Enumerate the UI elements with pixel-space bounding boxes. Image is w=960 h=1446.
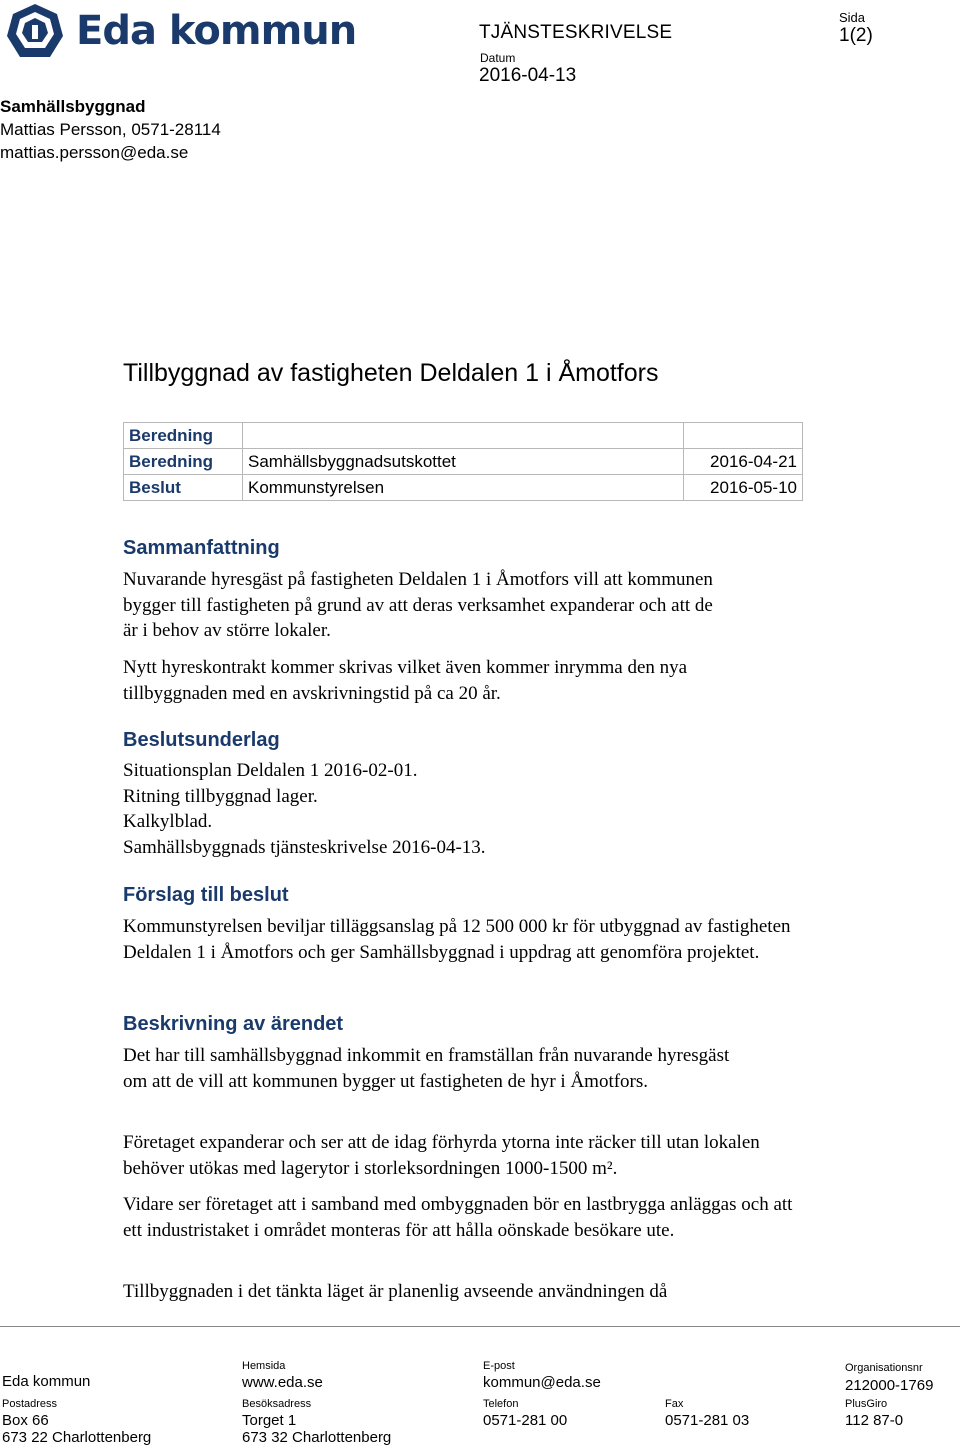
- footer-fax: 0571-281 03: [665, 1412, 750, 1429]
- table-row: [124, 449, 803, 475]
- footer-orgnr: 212000-1769: [845, 1377, 934, 1394]
- process-body: [243, 423, 684, 449]
- footer-phone-label: Telefon: [483, 1398, 519, 1410]
- footer-postal-label: Postadress: [2, 1398, 58, 1410]
- process-date: 2016-05-10: [684, 475, 803, 501]
- summary-paragraph-1: Nuvarande hyresgäst på fastigheten Deldalen 1 i Åmotfors vill att kommunen bygger till fastigheten på grund av att deras verksamhet expanderar och att de är i behov av större lokaler.: [123, 569, 713, 641]
- footer-website: www.eda.se: [242, 1374, 323, 1391]
- process-date: 2016-04-21: [684, 449, 803, 475]
- contact-block: [0, 95, 221, 164]
- summary-heading: Sammanfattning: [123, 537, 280, 559]
- document-type: TJÄNSTESKRIVELSE: [479, 22, 673, 43]
- page-label: Sida: [839, 10, 866, 25]
- list-item: Samhällsbyggnads tjänsteskrivelse 2016-04-13.: [123, 836, 486, 858]
- contact-email: mattias.persson@eda.se: [0, 143, 189, 162]
- footer-fax-label: Fax: [665, 1398, 684, 1410]
- municipality-crest-logo: [4, 2, 66, 64]
- footer-org-name: Eda kommun: [2, 1373, 91, 1390]
- footer-plusgiro-label: PlusGiro: [845, 1398, 888, 1410]
- list-item: Kalkylblad.: [123, 811, 213, 832]
- table-row: [124, 475, 803, 501]
- list-item: Ritning tillbyggnad lager.: [123, 785, 318, 807]
- list-item: Situationsplan Deldalen 1 2016-02-01.: [123, 760, 418, 781]
- footer-email: kommun@eda.se: [483, 1374, 601, 1391]
- proposal-heading: Förslag till beslut: [123, 884, 289, 906]
- footer-website-label: Hemsida: [242, 1360, 286, 1372]
- page-footer: [0, 1326, 960, 1446]
- footer-visit-line2: 673 32 Charlottenberg: [242, 1429, 392, 1446]
- footer-visit-label: Besöksadress: [242, 1398, 312, 1410]
- table-row: [124, 423, 803, 449]
- logo-wordmark: Eda kommun: [76, 8, 357, 54]
- process-step: Beslut: [124, 475, 243, 501]
- description-paragraph-4: Tillbyggnaden i det tänkta läget är planenlig avseende användningen då: [123, 1281, 668, 1302]
- footer-visit-line1: Torget 1: [242, 1412, 297, 1429]
- document-title: Tillbyggnad av fastigheten Deldalen 1 i Åmotfors: [123, 359, 659, 387]
- date-label: Datum: [480, 51, 516, 65]
- footer-postal-line1: Box 66: [2, 1412, 49, 1429]
- footer-plusgiro: 112 87-0: [845, 1412, 904, 1429]
- description-heading: Beskrivning av ärendet: [123, 1013, 344, 1035]
- basis-heading: Beslutsunderlag: [123, 729, 280, 751]
- basis-list: [123, 758, 823, 860]
- footer-orgnr-label: Organisationsnr: [845, 1362, 923, 1374]
- contact-name-phone: Mattias Persson, 0571-28114: [0, 120, 221, 139]
- footer-email-label: E-post: [483, 1360, 515, 1372]
- description-paragraph-3: Vidare ser företaget att i samband med ombyggnaden bör en lastbrygga anläggas och att ett industristaket i området monteras för att hålla oönskade besökare ute.: [123, 1194, 793, 1241]
- department-name: Samhällsbyggnad: [0, 97, 146, 116]
- proposal-paragraph: Kommunstyrelsen beviljar tilläggsanslag på 12 500 000 kr för utbyggnad av fastigheten Deldalen 1 i Åmotfors och ger Samhällsbyggnad i uppdrag att genomföra projektet.: [123, 916, 791, 963]
- description-paragraph-1: Det har till samhällsbyggnad inkommit en framställan från nuvarande hyresgäst om att de vill att kommunen bygger ut fastigheten de hyr i Åmotfors.: [123, 1045, 730, 1092]
- summary-paragraph-2: Nytt hyreskontrakt kommer skrivas vilket även kommer inrymma den nya tillbyggnaden med en avskrivningstid på ca 20 år.: [123, 657, 688, 704]
- process-date: [684, 423, 803, 449]
- description-paragraph-2: Företaget expanderar och ser att de idag förhyrda ytorna inte räcker till utan lokalen behöver utökas med lagerytor i storleksordningen 1000-1500 m².: [123, 1132, 760, 1179]
- date-value: 2016-04-13: [479, 65, 577, 86]
- process-body: Samhällsbyggnadsutskottet: [243, 449, 684, 475]
- process-step: Beredning: [124, 423, 243, 449]
- process-table: [123, 422, 803, 501]
- footer-postal-line2: 673 22 Charlottenberg: [2, 1429, 152, 1446]
- page-number: 1(2): [839, 25, 873, 46]
- process-body: Kommunstyrelsen: [243, 475, 684, 501]
- process-step: Beredning: [124, 449, 243, 475]
- footer-phone: 0571-281 00: [483, 1412, 568, 1429]
